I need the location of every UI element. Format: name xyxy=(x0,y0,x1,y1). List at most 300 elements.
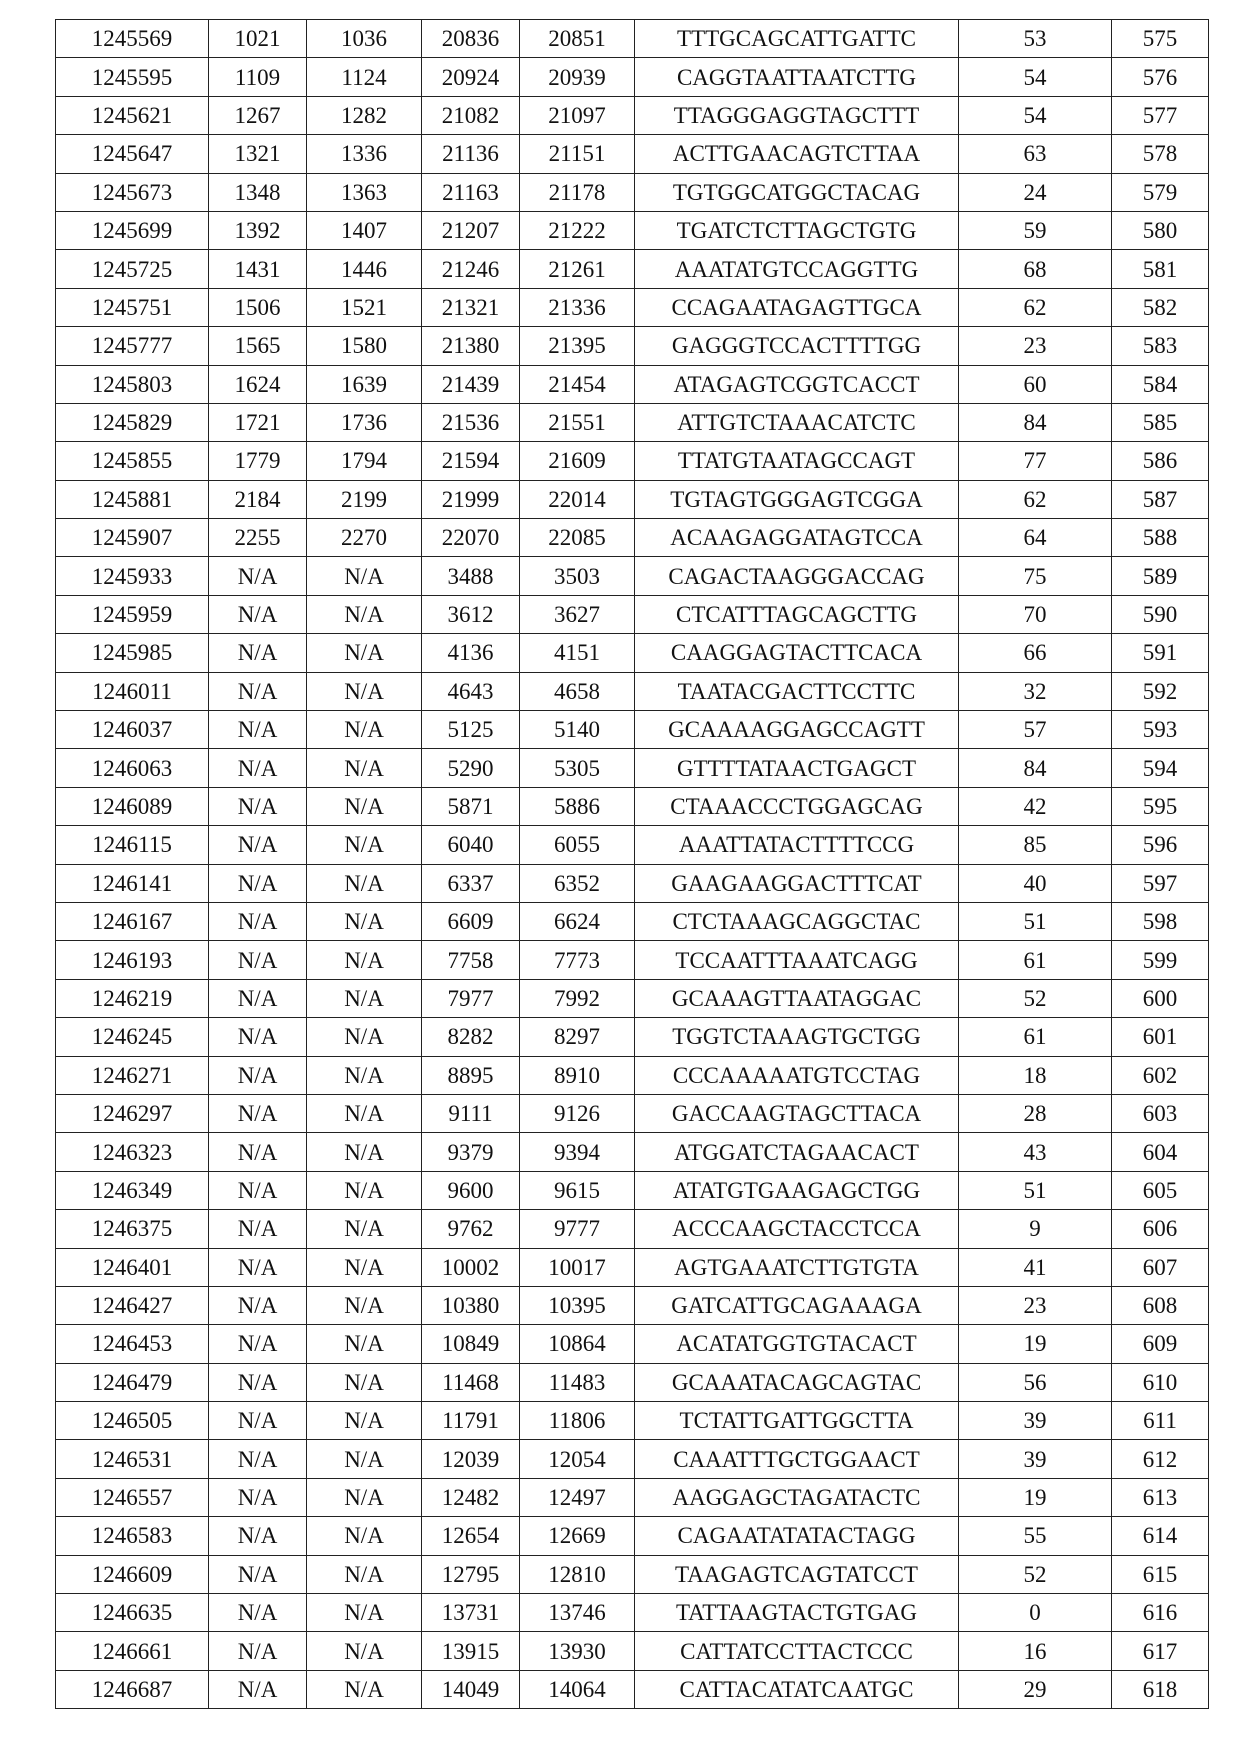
seq-id-no-cell: 584 xyxy=(1112,365,1209,403)
start-site-2-cell: 21536 xyxy=(422,403,520,441)
seq-id-no-cell: 581 xyxy=(1112,250,1209,288)
stop-site-1-cell: N/A xyxy=(307,1286,422,1324)
start-site-1-cell: N/A xyxy=(209,711,307,749)
stop-site-2-cell: 14064 xyxy=(520,1670,635,1708)
seq-id-no-cell: 592 xyxy=(1112,672,1209,710)
compound-id-cell: 1246687 xyxy=(56,1670,209,1708)
table-row xyxy=(56,1670,1209,1708)
compound-id-cell: 1246375 xyxy=(56,1210,209,1248)
percent-value-cell: 0 xyxy=(959,1594,1112,1632)
table-row xyxy=(56,211,1209,249)
start-site-2-cell: 9762 xyxy=(422,1210,520,1248)
seq-id-no-cell: 603 xyxy=(1112,1094,1209,1132)
table-row xyxy=(56,288,1209,326)
start-site-2-cell: 21439 xyxy=(422,365,520,403)
stop-site-2-cell: 12054 xyxy=(520,1440,635,1478)
compound-id-cell: 1245907 xyxy=(56,519,209,557)
start-site-1-cell: N/A xyxy=(209,672,307,710)
sequence-cell: TGTAGTGGGAGTCGGA xyxy=(635,480,959,518)
stop-site-1-cell: 1580 xyxy=(307,327,422,365)
compound-id-cell: 1245751 xyxy=(56,288,209,326)
compound-id-cell: 1246297 xyxy=(56,1094,209,1132)
compound-id-cell: 1245595 xyxy=(56,58,209,96)
stop-site-1-cell: N/A xyxy=(307,1210,422,1248)
sequence-cell: TGATCTCTTAGCTGTG xyxy=(635,211,959,249)
start-site-2-cell: 9600 xyxy=(422,1171,520,1209)
compound-id-cell: 1245855 xyxy=(56,442,209,480)
seq-id-no-cell: 575 xyxy=(1112,20,1209,58)
start-site-2-cell: 21163 xyxy=(422,173,520,211)
start-site-1-cell: 1565 xyxy=(209,327,307,365)
seq-id-no-cell: 610 xyxy=(1112,1363,1209,1401)
percent-value-cell: 23 xyxy=(959,327,1112,365)
sequence-cell: TAAGAGTCAGTATCCT xyxy=(635,1555,959,1593)
stop-site-2-cell: 7992 xyxy=(520,979,635,1017)
percent-value-cell: 51 xyxy=(959,1171,1112,1209)
compound-id-cell: 1245803 xyxy=(56,365,209,403)
seq-id-no-cell: 577 xyxy=(1112,96,1209,134)
start-site-1-cell: 1109 xyxy=(209,58,307,96)
table-row xyxy=(56,1325,1209,1363)
stop-site-2-cell: 5305 xyxy=(520,749,635,787)
stop-site-1-cell: 1036 xyxy=(307,20,422,58)
stop-site-2-cell: 11806 xyxy=(520,1402,635,1440)
compound-id-cell: 1246193 xyxy=(56,941,209,979)
sequence-cell: AAATTATACTTTTCCG xyxy=(635,826,959,864)
table-body xyxy=(56,20,1209,1709)
start-site-1-cell: 1779 xyxy=(209,442,307,480)
start-site-2-cell: 14049 xyxy=(422,1670,520,1708)
compound-id-cell: 1246531 xyxy=(56,1440,209,1478)
compound-id-cell: 1246271 xyxy=(56,1056,209,1094)
stop-site-2-cell: 4658 xyxy=(520,672,635,710)
compound-id-cell: 1245673 xyxy=(56,173,209,211)
table-row xyxy=(56,1632,1209,1670)
sequence-cell: CAGAATATATACTAGG xyxy=(635,1517,959,1555)
sequence-cell: TGGTCTAAAGTGCTGG xyxy=(635,1018,959,1056)
stop-site-1-cell: N/A xyxy=(307,1440,422,1478)
stop-site-1-cell: N/A xyxy=(307,979,422,1017)
stop-site-1-cell: N/A xyxy=(307,902,422,940)
seq-id-no-cell: 607 xyxy=(1112,1248,1209,1286)
percent-value-cell: 62 xyxy=(959,480,1112,518)
start-site-2-cell: 5290 xyxy=(422,749,520,787)
stop-site-1-cell: 1407 xyxy=(307,211,422,249)
sequence-cell: CCCAAAAATGTCCTAG xyxy=(635,1056,959,1094)
start-site-1-cell: N/A xyxy=(209,1478,307,1516)
percent-value-cell: 61 xyxy=(959,1018,1112,1056)
stop-site-1-cell: N/A xyxy=(307,1133,422,1171)
percent-value-cell: 43 xyxy=(959,1133,1112,1171)
percent-value-cell: 70 xyxy=(959,595,1112,633)
stop-site-1-cell: 1124 xyxy=(307,58,422,96)
stop-site-1-cell: N/A xyxy=(307,1632,422,1670)
sequence-cell: GATCATTGCAGAAAGA xyxy=(635,1286,959,1324)
table-row xyxy=(56,1555,1209,1593)
start-site-1-cell: N/A xyxy=(209,1210,307,1248)
compound-id-cell: 1246245 xyxy=(56,1018,209,1056)
compound-id-cell: 1246219 xyxy=(56,979,209,1017)
compound-id-cell: 1246089 xyxy=(56,787,209,825)
table-row xyxy=(56,1517,1209,1555)
table-row xyxy=(56,672,1209,710)
start-site-2-cell: 6337 xyxy=(422,864,520,902)
percent-value-cell: 55 xyxy=(959,1517,1112,1555)
sequence-cell: GCAAAAGGAGCCAGTT xyxy=(635,711,959,749)
stop-site-2-cell: 8297 xyxy=(520,1018,635,1056)
sequence-cell: CAGACTAAGGGACCAG xyxy=(635,557,959,595)
stop-site-2-cell: 12497 xyxy=(520,1478,635,1516)
start-site-2-cell: 21999 xyxy=(422,480,520,518)
start-site-2-cell: 5871 xyxy=(422,787,520,825)
start-site-1-cell: 1321 xyxy=(209,135,307,173)
stop-site-1-cell: N/A xyxy=(307,1363,422,1401)
sequence-table xyxy=(55,19,1209,1709)
percent-value-cell: 40 xyxy=(959,864,1112,902)
percent-value-cell: 63 xyxy=(959,135,1112,173)
seq-id-no-cell: 579 xyxy=(1112,173,1209,211)
start-site-1-cell: 2255 xyxy=(209,519,307,557)
percent-value-cell: 68 xyxy=(959,250,1112,288)
table-row xyxy=(56,96,1209,134)
sequence-cell: CCAGAATAGAGTTGCA xyxy=(635,288,959,326)
seq-id-no-cell: 594 xyxy=(1112,749,1209,787)
seq-id-no-cell: 600 xyxy=(1112,979,1209,1017)
percent-value-cell: 29 xyxy=(959,1670,1112,1708)
stop-site-1-cell: N/A xyxy=(307,1670,422,1708)
stop-site-2-cell: 21454 xyxy=(520,365,635,403)
start-site-2-cell: 6040 xyxy=(422,826,520,864)
sequence-cell: AGTGAAATCTTGTGTA xyxy=(635,1248,959,1286)
seq-id-no-cell: 582 xyxy=(1112,288,1209,326)
stop-site-1-cell: N/A xyxy=(307,1478,422,1516)
percent-value-cell: 61 xyxy=(959,941,1112,979)
table-row xyxy=(56,864,1209,902)
percent-value-cell: 66 xyxy=(959,634,1112,672)
stop-site-2-cell: 21097 xyxy=(520,96,635,134)
sequence-cell: TATTAAGTACTGTGAG xyxy=(635,1594,959,1632)
start-site-2-cell: 4136 xyxy=(422,634,520,672)
percent-value-cell: 39 xyxy=(959,1440,1112,1478)
seq-id-no-cell: 590 xyxy=(1112,595,1209,633)
compound-id-cell: 1246557 xyxy=(56,1478,209,1516)
stop-site-1-cell: 1521 xyxy=(307,288,422,326)
table-row xyxy=(56,941,1209,979)
percent-value-cell: 9 xyxy=(959,1210,1112,1248)
stop-site-1-cell: 1736 xyxy=(307,403,422,441)
compound-id-cell: 1245725 xyxy=(56,250,209,288)
start-site-1-cell: N/A xyxy=(209,1248,307,1286)
table-row xyxy=(56,1478,1209,1516)
sequence-cell: CAAATTTGCTGGAACT xyxy=(635,1440,959,1478)
stop-site-2-cell: 9615 xyxy=(520,1171,635,1209)
start-site-2-cell: 3488 xyxy=(422,557,520,595)
stop-site-2-cell: 9126 xyxy=(520,1094,635,1132)
sequence-cell: ACTTGAACAGTCTTAA xyxy=(635,135,959,173)
start-site-1-cell: N/A xyxy=(209,1440,307,1478)
start-site-2-cell: 22070 xyxy=(422,519,520,557)
percent-value-cell: 84 xyxy=(959,749,1112,787)
seq-id-no-cell: 576 xyxy=(1112,58,1209,96)
seq-id-no-cell: 613 xyxy=(1112,1478,1209,1516)
sequence-cell: CTCTAAAGCAGGCTAC xyxy=(635,902,959,940)
stop-site-2-cell: 21609 xyxy=(520,442,635,480)
sequence-cell: TTATGTAATAGCCAGT xyxy=(635,442,959,480)
start-site-1-cell: 1506 xyxy=(209,288,307,326)
seq-id-no-cell: 580 xyxy=(1112,211,1209,249)
table-row xyxy=(56,749,1209,787)
start-site-1-cell: N/A xyxy=(209,1056,307,1094)
compound-id-cell: 1246349 xyxy=(56,1171,209,1209)
percent-value-cell: 32 xyxy=(959,672,1112,710)
table-row xyxy=(56,20,1209,58)
seq-id-no-cell: 597 xyxy=(1112,864,1209,902)
stop-site-2-cell: 13746 xyxy=(520,1594,635,1632)
start-site-1-cell: N/A xyxy=(209,864,307,902)
sequence-cell: GCAAATACAGCAGTAC xyxy=(635,1363,959,1401)
compound-id-cell: 1246323 xyxy=(56,1133,209,1171)
compound-id-cell: 1245777 xyxy=(56,327,209,365)
start-site-2-cell: 12039 xyxy=(422,1440,520,1478)
table-row xyxy=(56,327,1209,365)
start-site-2-cell: 7758 xyxy=(422,941,520,979)
start-site-1-cell: 1267 xyxy=(209,96,307,134)
seq-id-no-cell: 611 xyxy=(1112,1402,1209,1440)
percent-value-cell: 16 xyxy=(959,1632,1112,1670)
start-site-2-cell: 21207 xyxy=(422,211,520,249)
percent-value-cell: 52 xyxy=(959,1555,1112,1593)
table-row xyxy=(56,1440,1209,1478)
percent-value-cell: 54 xyxy=(959,96,1112,134)
percent-value-cell: 54 xyxy=(959,58,1112,96)
percent-value-cell: 41 xyxy=(959,1248,1112,1286)
sequence-cell: CATTACATATCAATGC xyxy=(635,1670,959,1708)
start-site-1-cell: N/A xyxy=(209,1325,307,1363)
start-site-2-cell: 21136 xyxy=(422,135,520,173)
sequence-cell: CAAGGAGTACTTCACA xyxy=(635,634,959,672)
stop-site-1-cell: N/A xyxy=(307,595,422,633)
stop-site-2-cell: 21222 xyxy=(520,211,635,249)
stop-site-2-cell: 21261 xyxy=(520,250,635,288)
percent-value-cell: 60 xyxy=(959,365,1112,403)
start-site-1-cell: N/A xyxy=(209,1286,307,1324)
table-row xyxy=(56,1363,1209,1401)
compound-id-cell: 1246635 xyxy=(56,1594,209,1632)
start-site-2-cell: 21246 xyxy=(422,250,520,288)
start-site-2-cell: 6609 xyxy=(422,902,520,940)
sequence-cell: GACCAAGTAGCTTACA xyxy=(635,1094,959,1132)
stop-site-2-cell: 5886 xyxy=(520,787,635,825)
sequence-cell: GAAGAAGGACTTTCAT xyxy=(635,864,959,902)
start-site-2-cell: 13915 xyxy=(422,1632,520,1670)
start-site-1-cell: N/A xyxy=(209,1018,307,1056)
seq-id-no-cell: 578 xyxy=(1112,135,1209,173)
seq-id-no-cell: 583 xyxy=(1112,327,1209,365)
compound-id-cell: 1246167 xyxy=(56,902,209,940)
percent-value-cell: 19 xyxy=(959,1478,1112,1516)
seq-id-no-cell: 605 xyxy=(1112,1171,1209,1209)
sequence-cell: CTCATTTAGCAGCTTG xyxy=(635,595,959,633)
sequence-cell: GTTTTATAACTGAGCT xyxy=(635,749,959,787)
seq-id-no-cell: 606 xyxy=(1112,1210,1209,1248)
sequence-cell: ACATATGGTGTACACT xyxy=(635,1325,959,1363)
table-row xyxy=(56,1594,1209,1632)
sequence-cell: TGTGGCATGGCTACAG xyxy=(635,173,959,211)
stop-site-2-cell: 7773 xyxy=(520,941,635,979)
start-site-1-cell: N/A xyxy=(209,1632,307,1670)
start-site-1-cell: N/A xyxy=(209,1402,307,1440)
compound-id-cell: 1245933 xyxy=(56,557,209,595)
start-site-2-cell: 5125 xyxy=(422,711,520,749)
table-row xyxy=(56,826,1209,864)
compound-id-cell: 1245829 xyxy=(56,403,209,441)
percent-value-cell: 84 xyxy=(959,403,1112,441)
percent-value-cell: 57 xyxy=(959,711,1112,749)
sequence-cell: TTAGGGAGGTAGCTTT xyxy=(635,96,959,134)
stop-site-1-cell: 1363 xyxy=(307,173,422,211)
stop-site-2-cell: 3627 xyxy=(520,595,635,633)
start-site-2-cell: 21594 xyxy=(422,442,520,480)
percent-value-cell: 53 xyxy=(959,20,1112,58)
start-site-2-cell: 12654 xyxy=(422,1517,520,1555)
table-row xyxy=(56,634,1209,672)
percent-value-cell: 85 xyxy=(959,826,1112,864)
start-site-2-cell: 13731 xyxy=(422,1594,520,1632)
seq-id-no-cell: 599 xyxy=(1112,941,1209,979)
stop-site-1-cell: N/A xyxy=(307,1517,422,1555)
compound-id-cell: 1245985 xyxy=(56,634,209,672)
start-site-1-cell: N/A xyxy=(209,941,307,979)
compound-id-cell: 1245621 xyxy=(56,96,209,134)
stop-site-2-cell: 8910 xyxy=(520,1056,635,1094)
start-site-2-cell: 7977 xyxy=(422,979,520,1017)
stop-site-1-cell: N/A xyxy=(307,1056,422,1094)
start-site-1-cell: N/A xyxy=(209,595,307,633)
stop-site-1-cell: N/A xyxy=(307,557,422,595)
seq-id-no-cell: 615 xyxy=(1112,1555,1209,1593)
start-site-1-cell: 1624 xyxy=(209,365,307,403)
start-site-2-cell: 20836 xyxy=(422,20,520,58)
sequence-cell: GCAAAGTTAATAGGAC xyxy=(635,979,959,1017)
stop-site-2-cell: 21336 xyxy=(520,288,635,326)
sequence-cell: ACCCAAGCTACCTCCA xyxy=(635,1210,959,1248)
start-site-2-cell: 11791 xyxy=(422,1402,520,1440)
sequence-cell: CATTATCCTTACTCCC xyxy=(635,1632,959,1670)
sequence-cell: ATTGTCTAAACATCTC xyxy=(635,403,959,441)
compound-id-cell: 1246037 xyxy=(56,711,209,749)
percent-value-cell: 28 xyxy=(959,1094,1112,1132)
stop-site-1-cell: 1794 xyxy=(307,442,422,480)
table-row xyxy=(56,365,1209,403)
start-site-2-cell: 8282 xyxy=(422,1018,520,1056)
seq-id-no-cell: 588 xyxy=(1112,519,1209,557)
stop-site-1-cell: N/A xyxy=(307,749,422,787)
stop-site-1-cell: N/A xyxy=(307,1555,422,1593)
seq-id-no-cell: 585 xyxy=(1112,403,1209,441)
table-row xyxy=(56,1018,1209,1056)
stop-site-1-cell: N/A xyxy=(307,1325,422,1363)
stop-site-1-cell: 1282 xyxy=(307,96,422,134)
start-site-1-cell: N/A xyxy=(209,1171,307,1209)
sequence-cell: ATAGAGTCGGTCACCT xyxy=(635,365,959,403)
sequence-cell: TCTATTGATTGGCTTA xyxy=(635,1402,959,1440)
compound-id-cell: 1245569 xyxy=(56,20,209,58)
percent-value-cell: 39 xyxy=(959,1402,1112,1440)
percent-value-cell: 56 xyxy=(959,1363,1112,1401)
seq-id-no-cell: 591 xyxy=(1112,634,1209,672)
table-row xyxy=(56,1210,1209,1248)
start-site-1-cell: N/A xyxy=(209,634,307,672)
stop-site-2-cell: 22085 xyxy=(520,519,635,557)
percent-value-cell: 62 xyxy=(959,288,1112,326)
stop-site-1-cell: N/A xyxy=(307,1018,422,1056)
sequence-cell: TCCAATTTAAATCAGG xyxy=(635,941,959,979)
start-site-2-cell: 8895 xyxy=(422,1056,520,1094)
compound-id-cell: 1246583 xyxy=(56,1517,209,1555)
percent-value-cell: 42 xyxy=(959,787,1112,825)
stop-site-2-cell: 3503 xyxy=(520,557,635,595)
stop-site-2-cell: 9394 xyxy=(520,1133,635,1171)
percent-value-cell: 23 xyxy=(959,1286,1112,1324)
sequence-cell: GAGGGTCCACTTTTGG xyxy=(635,327,959,365)
stop-site-2-cell: 21178 xyxy=(520,173,635,211)
start-site-1-cell: N/A xyxy=(209,1363,307,1401)
percent-value-cell: 52 xyxy=(959,979,1112,1017)
compound-id-cell: 1245881 xyxy=(56,480,209,518)
stop-site-1-cell: 2270 xyxy=(307,519,422,557)
table-row xyxy=(56,711,1209,749)
start-site-1-cell: N/A xyxy=(209,979,307,1017)
sequence-cell: TTTGCAGCATTGATTC xyxy=(635,20,959,58)
start-site-1-cell: N/A xyxy=(209,1594,307,1632)
table-row xyxy=(56,135,1209,173)
compound-id-cell: 1245699 xyxy=(56,211,209,249)
compound-id-cell: 1246453 xyxy=(56,1325,209,1363)
start-site-2-cell: 10380 xyxy=(422,1286,520,1324)
sequence-cell: CTAAACCCTGGAGCAG xyxy=(635,787,959,825)
start-site-1-cell: N/A xyxy=(209,1133,307,1171)
start-site-1-cell: N/A xyxy=(209,1517,307,1555)
seq-id-no-cell: 586 xyxy=(1112,442,1209,480)
stop-site-2-cell: 12810 xyxy=(520,1555,635,1593)
percent-value-cell: 51 xyxy=(959,902,1112,940)
table-row xyxy=(56,442,1209,480)
stop-site-2-cell: 5140 xyxy=(520,711,635,749)
compound-id-cell: 1246609 xyxy=(56,1555,209,1593)
table-row xyxy=(56,1133,1209,1171)
stop-site-1-cell: N/A xyxy=(307,864,422,902)
seq-id-no-cell: 601 xyxy=(1112,1018,1209,1056)
percent-value-cell: 75 xyxy=(959,557,1112,595)
table-row xyxy=(56,557,1209,595)
percent-value-cell: 64 xyxy=(959,519,1112,557)
sequence-cell: ACAAGAGGATAGTCCA xyxy=(635,519,959,557)
compound-id-cell: 1246401 xyxy=(56,1248,209,1286)
stop-site-2-cell: 21151 xyxy=(520,135,635,173)
stop-site-1-cell: 1336 xyxy=(307,135,422,173)
table-row xyxy=(56,1402,1209,1440)
compound-id-cell: 1246479 xyxy=(56,1363,209,1401)
stop-site-1-cell: N/A xyxy=(307,1402,422,1440)
stop-site-2-cell: 6352 xyxy=(520,864,635,902)
compound-id-cell: 1246063 xyxy=(56,749,209,787)
start-site-2-cell: 21082 xyxy=(422,96,520,134)
percent-value-cell: 18 xyxy=(959,1056,1112,1094)
start-site-1-cell: N/A xyxy=(209,826,307,864)
seq-id-no-cell: 596 xyxy=(1112,826,1209,864)
stop-site-2-cell: 10395 xyxy=(520,1286,635,1324)
start-site-1-cell: 2184 xyxy=(209,480,307,518)
